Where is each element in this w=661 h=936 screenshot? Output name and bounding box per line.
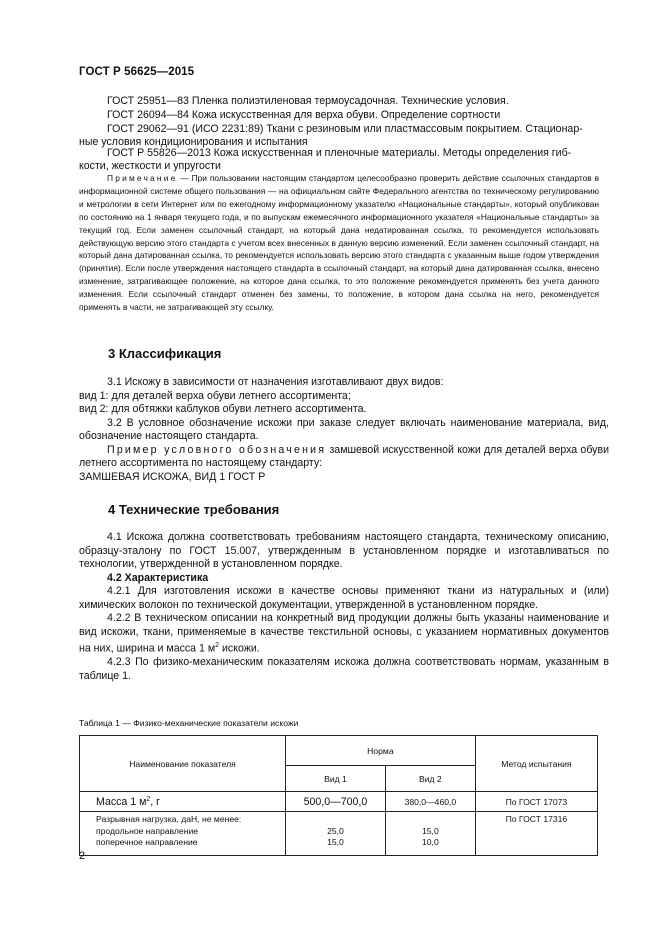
section-3-title: 3 Классификация [108, 346, 222, 361]
reference-line: ГОСТ Р 55826—2013 Кожа искусственная и пленочные материалы. Методы определения гиб- кости, жесткости и упругости [79, 147, 572, 173]
note-block [79, 172, 599, 314]
page-header: ГОСТ Р 56625—2015 [79, 66, 195, 78]
designation: ЗАМШЕВАЯ ИСКОЖА, ВИД 1 ГОСТ Р [79, 470, 266, 483]
header-vid1: Вид 1 [285, 766, 385, 792]
header-norm: Норма [285, 736, 475, 766]
example-label: Пример условного обозначения [107, 443, 327, 456]
note-text: — При пользовании настоящим стандартом целесообразно проверить действие ссылочных стандартов в информационной системе общего пользования — на официальном сайте Федерального агентства по техническому регулированию и метрологии в сети Интернет или по ежегодному информационному указателю «Национальные стандарты», который опубликован по состоянию на 1 января текущего года, и по выпускам ежемесячного информационного указателя «Национальные стандарты» за текущий год. Если заменен ссылочный стандарт, на который дана недатированная ссылка, то рекомендуется использовать действующую версию этого стандарта с учетом всех внесенных в данную версию изменений. Если заменен ссылочный стандарт, на который дана датированная ссылка, то рекомендуется использовать версию этого стандарта с указанным выше годом утверждения (принятия). Если после утверждения настоящего стандарта в ссылочный стандарт, на который дана датированная ссылка, внесено изменение, затрагивающее положение, на которое дана ссылка, то это положение рекомендуется применять без учета данного изменения. Если ссылочный стандарт отменен без замены, то положение, в котором дана ссылка на него, рекомендуется применять в части, не затрагивающей эту ссылку. [79, 173, 600, 313]
section-4-body: 4.1 Искожа должна соответствовать требованиям настоящего стандарта, техническому описанию, образцу-эталону по ГОСТ 15.007, утвержденным в установленном порядке и изготавливаться по технологии, утвержденной в установленном порядке. 4.2 Характеристика 4.2.1 Для изготовления искожи в качестве основы применяют ткани из натуральных и (или) химических волокон по технической документации, утвержденной в установленном порядке. 4.2.2 В техническом описании на конкретный вид продукции должны быть указаны наименование и вид искожи, ткани, применяемые в качестве текстильной основы, с указанием нормативных документов на них, ширина и масса 1 $м^2$ искожи. 4.2.3 По физико-механическим показателям искожа должна соответствовать нормам, указанным в таблице 1. [79, 531, 609, 682]
note-label: Примечание [107, 173, 178, 183]
reference-line: ГОСТ 25951—83 Пленка полиэтиленовая термоусадочная. Технические условия. [107, 95, 509, 107]
table-caption: Таблица 1 — Физико-механические показатели искожи [79, 718, 299, 728]
table-row: Разрывная нагрузка, даН, не менее: продольное направление поперечное направление 25,0 15,0 15,0 10,0 По ГОСТ 17316 [80, 812, 598, 856]
section-4-title: 4 Технические требования [108, 502, 280, 517]
section-3-body: 3.1 Искожу в зависимости от назначения изготавливают двух видов: вид 1: для деталей верха обуви летнего ассортимента; вид 2: для обтяжки каблуков обуви летнего ассортимента. 3.2 В условное обозначение искожи при заказе следует включать наименование материала, вид, обозначение настоящего стандарта. Пример условного обозначения замшевой искусственной кожи для деталей верха обуви летнего ассортимента по настоящему стандарту: ЗАМШЕВАЯ ИСКОЖА, ВИД 1 ГОСТ Р [79, 376, 609, 483]
properties-table [79, 735, 598, 856]
header-vid2: Вид 2 [385, 766, 475, 792]
reference-line: ГОСТ 26094—84 Кожа искусственная для верха обуви. Определение сортности [107, 109, 501, 121]
header-name: Наименование показателя [80, 736, 286, 792]
header-method: Метод испытания [475, 736, 597, 792]
reference-line: ГОСТ 29062—91 (ИСО 2231:89) Ткани с резиновым или пластмассовым покрытием. Стационар- ные условия кондиционирования и испытания [79, 123, 583, 149]
table-row: Масса 1 $м^2$, г 500,0—700,0 380,0—460,0 По ГОСТ 17073 [80, 792, 598, 812]
subsection-4-2-title: 4.2 Характеристика [107, 571, 209, 584]
page-number: 2 [79, 850, 86, 862]
